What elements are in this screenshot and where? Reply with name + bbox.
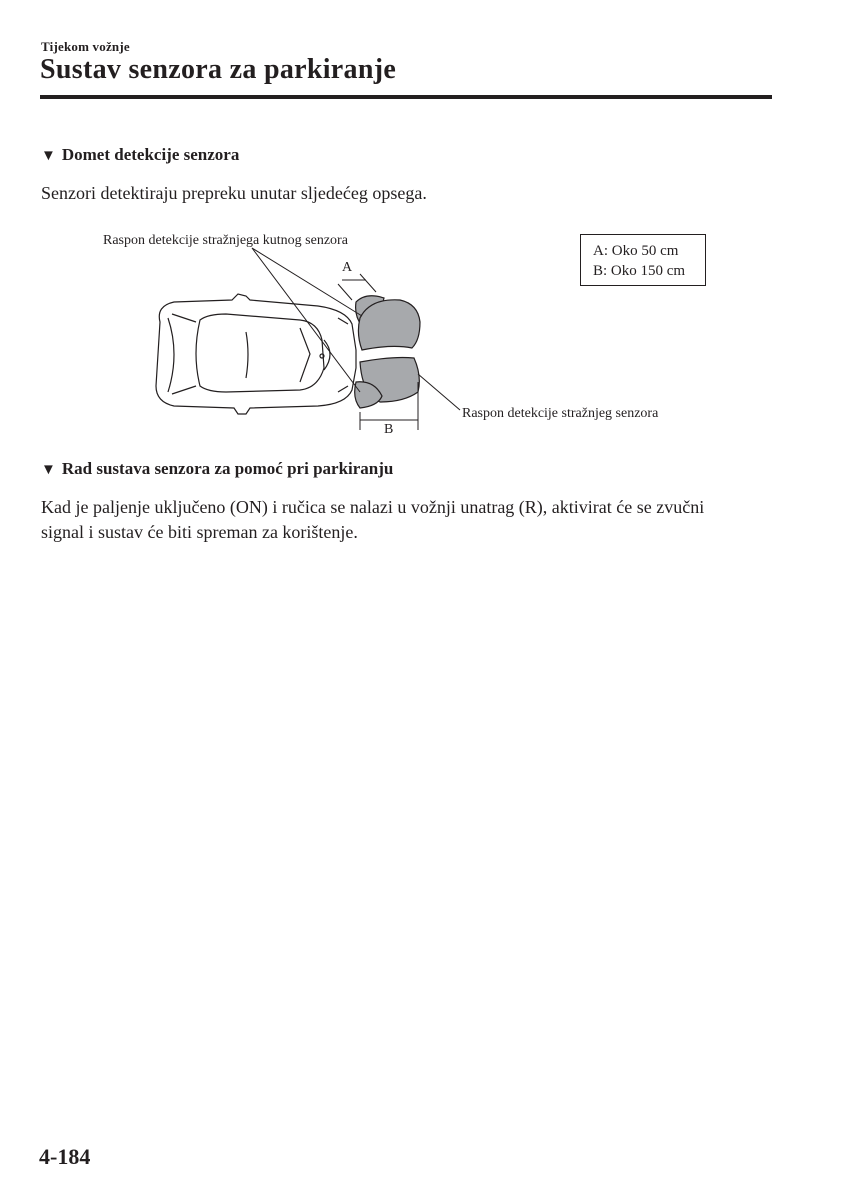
section-heading-operation (41, 459, 393, 479)
sensor-detection-zones (355, 296, 420, 408)
sensor-range-figure (0, 222, 847, 442)
triangle-down-icon: ▼ (41, 148, 56, 164)
car-sensor-diagram (0, 222, 847, 442)
dimension-a-label: A (342, 260, 353, 275)
car-body (156, 294, 356, 414)
distance-legend (580, 234, 706, 286)
rear-zone-upper (358, 300, 420, 350)
page-title: Sustav senzora za parkiranje (40, 54, 397, 85)
triangle-down-icon: ▼ (41, 462, 56, 478)
corner-sensor-label: Raspon detekcije stražnjega kutnog senzora (103, 233, 348, 248)
title-rule (40, 95, 772, 99)
operation-text (41, 495, 704, 545)
section-heading-text: Rad sustava senzora za pomoć pri parkiranju (61, 459, 394, 478)
section-heading-detection-range (41, 145, 239, 165)
detection-range-text: Senzori detektiraju prepreku unutar sljedećeg opsega. (41, 183, 427, 203)
dimension-b-label: B (384, 422, 394, 437)
car-cabin (196, 314, 324, 392)
section-label: Tijekom vožnje (41, 39, 130, 54)
legend-line-b: B: Oko 150 cm (593, 263, 686, 279)
legend-line-a: A: Oko 50 cm (593, 243, 679, 259)
operation-text-line-2: signal i sustav će biti spreman za korištenje. (41, 522, 358, 542)
section-heading-text: Domet detekcije senzora (61, 145, 240, 164)
operation-text-line-1: Kad je paljenje uključeno (ON) i ručica se nalazi u vožnji unatrag (R), aktivirat će se zvučni (41, 497, 705, 517)
page-number: 4-184 (39, 1144, 91, 1169)
rear-sensor-label: Raspon detekcije stražnjeg senzora (462, 406, 659, 421)
